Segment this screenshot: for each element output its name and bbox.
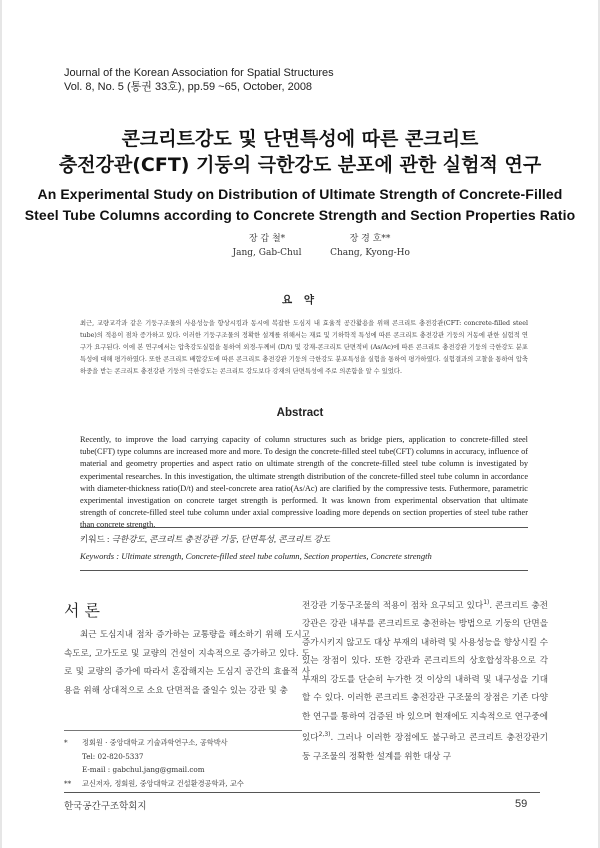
- abstract-ko-heading: 요 약: [282, 294, 318, 306]
- author-2-name-en: Chang, Kyong-Ho: [330, 248, 410, 258]
- keywords-english: [80, 549, 540, 563]
- intro-right-text-1: 전강관 기둥구조물의 적용이 점차 요구되고 있다: [302, 600, 484, 611]
- author-1-name-ko: 장 갑 철*: [248, 234, 286, 244]
- title-english-line1: An Experimental Study on Distribution of Ultimate Strength of Concrete-Filled: [37, 186, 563, 202]
- footer-rule: [64, 792, 540, 793]
- footnote-3: [64, 763, 314, 777]
- footnote-1: [64, 736, 314, 750]
- title-korean-line2: 충전강관(CFT) 기둥의 극한강도 분포에 관한 실험적 연구: [58, 154, 542, 176]
- keywords-ko-label: 키워드 :: [80, 534, 110, 544]
- footnote-4-mark: **: [64, 778, 72, 788]
- footnote-1-text: 정회원 · 중앙대학교 기술과학연구소, 공학박사: [82, 738, 228, 747]
- intro-right-column: [302, 594, 548, 766]
- keywords-en-text: Ultimate strength, Concrete-filled steel tube column, Section properties, Concrete strength: [121, 551, 432, 561]
- author-2: [330, 232, 410, 260]
- footnote-4-text: 교신저자, 정회원, 중앙대학교 건설환경공학과, 교수: [82, 778, 244, 788]
- footnote-1-mark: *: [64, 738, 68, 747]
- citation-ref-1: 1): [483, 599, 490, 606]
- title-korean-line1: 콘크리트강도 및 단면특성에 따른 콘크리트: [121, 128, 479, 150]
- author-1: [232, 232, 302, 260]
- keywords-bottom-rule: [80, 570, 528, 571]
- footnote-3-text: E-mail : gabchul.jang@gmail.com: [82, 765, 205, 774]
- section-heading-introduction: 서 론: [64, 601, 100, 620]
- intro-right-text-2: . 콘크리트 충전강관은 강관 내부를 콘크리트로 충전하는 방법으로 기둥의 단면을 증가시키지 않고도 대상 부재의 내하력 및 사용성능을 향상시킬 수 있는 장점이 있다. 또한 강관과 콘크리트의 상호합성작용으로 각 부재의 강도를 단순히 누가한 것 이상의 내하력 및 내구성을 기대할 수 있다. 이러한 콘크리트 충전강관 구조물의 장점은 기존 다양한 연구를 통하여 검증된 바 있으며 현재에도 지속적으로 연구중에 있다: [302, 600, 548, 744]
- journal-name: Journal of the Korean Association for Spatial Structures: [64, 67, 334, 79]
- author-1-name-en: Jang, Gab-Chul: [232, 248, 302, 258]
- footnotes: [64, 736, 314, 790]
- journal-info: [64, 66, 334, 94]
- abstract-en-text: Recently, to improve the load carrying capacity of column structures such as bridge piers, application to concrete-filled steel tube(CFT) type columns are increased more and more. To design the concrete-filled steel tube(CFT) columns in accuracy, influence of material and geometry properties and aspect ratio on ultimate strength of the concrete-filled steel tube column is investigated by experimental researches. In this investigation, the ultimate strength distribution of the concrete-filled steel tube column in accordance with diameter-thickness ratio(D/t) and steel-concrete area ratio(As/Ac) are clarified by the compressive tests. Futhermore, parametric experimental investigation on concrete target strength is performed. It was known from experimental observation that ultimate strength of concrete-filled steel tube column under axial compressive loading more depends on section properties of steel tube rather than concrete strength.: [80, 435, 528, 530]
- footnote-4: [64, 777, 314, 791]
- journal-volume: Vol. 8, No. 5 (통권 33호), pp.59 ~65, October, 2008: [64, 81, 313, 93]
- keywords-top-rule: [80, 527, 528, 528]
- page-number: 59: [515, 798, 528, 810]
- title-english-line2: Steel Tube Columns according to Concrete Strength and Section Properties Ratio: [24, 207, 576, 223]
- abstract-ko-text: 최근, 교량교각과 같은 기둥구조물의 사용성능을 향상시킴과 동시에 복잡한 도심지 내 효율적 공간활용을 위해 콘크리트 충전강관(CFT: concrete-filled steel tube)의 적용이 점차 증가하고 있다. 이러한 기둥구조물의 정확한 설계를 위해서는 재료 및 기하학적 특성에 따른 콘크리트 충전강관 기둥의 거동에 관한 실험적 연구가 요구된다. 이에 본 연구에서는 압축강도실험을 통하여 외경-두께비 (D/t) 및 강재-콘크리트 단면적비 (As/Ac)에 따른 콘크리트 충전강관 기둥의 극한강도 분포특성에 대해 평가하였다. 또한 콘크리트 배합강도에 따른 콘크리트 충전강관 기둥의 극한강도 분포특성을 실험을 통하여 평가하였다. 실험결과의 고찰을 통하여 압축하중을 받는 콘크리트 충전강관 기둥의 극한강도는 콘크리트 강도보다 강재의 단면특성에 주로 의존함을 알 수 있었다.: [80, 320, 528, 375]
- footer-journal-name: 한국공간구조학회지: [64, 801, 147, 812]
- scan-edge-left: [0, 0, 2, 848]
- keywords-ko-text: 극한강도, 콘크리트 충전강관 기둥, 단면특성, 콘크리트 강도: [111, 534, 331, 544]
- footnote-rule: [64, 730, 302, 731]
- footnote-2: [64, 750, 314, 764]
- keywords-en-label: Keywords :: [80, 551, 120, 561]
- intro-right-text-3: . 그러나 이러한 장점에도 불구하고 콘크리트 충전강관기둥 구조물의 정확한 설계를 위한 대상 구: [302, 733, 548, 762]
- citation-ref-2: 2,3): [318, 731, 331, 739]
- author-2-name-ko: 장 경 호**: [349, 234, 391, 244]
- intro-left-column: 최근 도심지내 점차 증가하는 교통량을 해소하기 위해 도시고속도로, 고가도로 및 교량의 건설이 지속적으로 증가하고 있다. 도로 및 교량의 증가에 따라서 혼잡해지는 도심지 공간의 효율적 사용을 위해 상대적으로 소요 단면적을 줄일수 있는 강관 및 충: [64, 630, 310, 696]
- keywords-korean: [80, 532, 540, 546]
- abstract-en-heading: Abstract: [276, 407, 324, 419]
- footnote-2-text: Tel: 02-820-5337: [82, 751, 144, 761]
